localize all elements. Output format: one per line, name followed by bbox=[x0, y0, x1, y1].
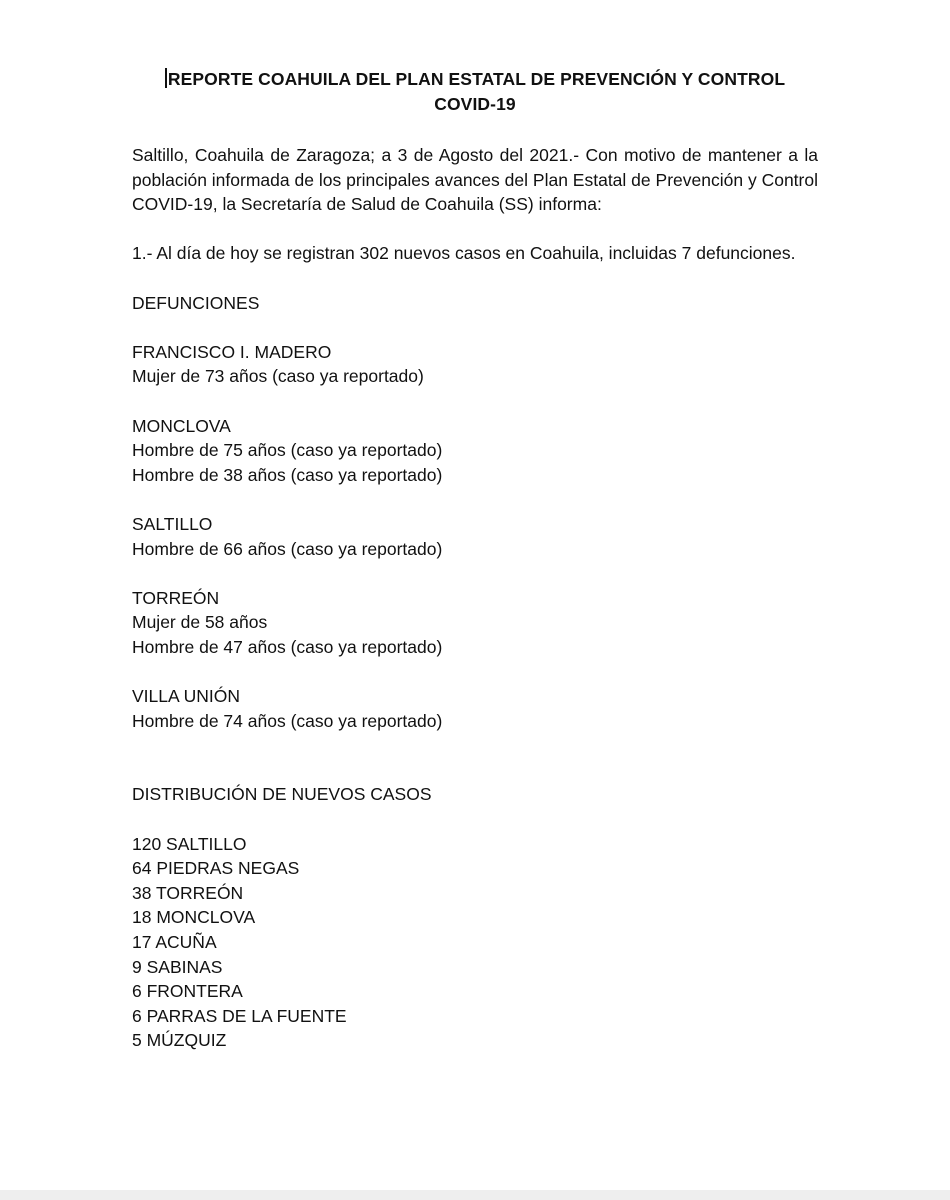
title-line-1-text: REPORTE COAHUILA DEL PLAN ESTATAL DE PREVENCIÓN Y CONTROL bbox=[167, 69, 786, 89]
title-line-2: COVID-19 bbox=[434, 94, 516, 114]
distribution-item: 6 FRONTERA bbox=[132, 981, 243, 1002]
title-line-1 bbox=[100, 67, 850, 92]
death-city: TORREÓN bbox=[132, 587, 220, 608]
death-case: Mujer de 73 años (caso ya reportado) bbox=[132, 366, 424, 387]
distribution-heading: DISTRIBUCIÓN DE NUEVOS CASOS bbox=[132, 784, 432, 805]
death-city: MONCLOVA bbox=[132, 415, 231, 436]
death-case: Hombre de 38 años (caso ya reportado) bbox=[132, 464, 443, 485]
distribution-item: 9 SABINAS bbox=[132, 956, 223, 977]
distribution-item: 64 PIEDRAS NEGAS bbox=[132, 858, 300, 879]
death-case: Hombre de 47 años (caso ya reportado) bbox=[132, 636, 443, 657]
death-city: SALTILLO bbox=[132, 513, 213, 534]
distribution-item: 5 MÚZQUIZ bbox=[132, 1030, 227, 1051]
death-case: Hombre de 75 años (caso ya reportado) bbox=[132, 440, 443, 461]
bottom-edge bbox=[0, 1190, 950, 1200]
intro-paragraph: Saltillo, Coahuila de Zaragoza; a 3 de Agosto del 2021.- Con motivo de mantener a la población informada de los principales avances del Plan Estatal de Prevención y Control COVID-19, la Secretaría de Salud de Coahuila (SS) informa: bbox=[132, 145, 818, 215]
death-case: Hombre de 66 años (caso ya reportado) bbox=[132, 538, 443, 559]
text-cursor bbox=[165, 68, 167, 88]
distribution-item: 38 TORREÓN bbox=[132, 882, 244, 903]
death-case: Hombre de 74 años (caso ya reportado) bbox=[132, 710, 443, 731]
death-city: VILLA UNIÓN bbox=[132, 686, 240, 707]
report-body bbox=[132, 143, 818, 1053]
distribution-item: 120 SALTILLO bbox=[132, 833, 247, 854]
deaths-heading: DEFUNCIONES bbox=[132, 292, 260, 313]
report-title bbox=[100, 67, 850, 117]
distribution-item: 6 PARRAS DE LA FUENTE bbox=[132, 1005, 347, 1026]
death-city: FRANCISCO I. MADERO bbox=[132, 341, 332, 362]
death-case: Mujer de 58 años bbox=[132, 612, 268, 633]
distribution-item: 18 MONCLOVA bbox=[132, 907, 256, 928]
point-1-paragraph: 1.- Al día de hoy se registran 302 nuevos casos en Coahuila, incluidas 7 defunciones. bbox=[132, 243, 796, 264]
distribution-item: 17 ACUÑA bbox=[132, 932, 217, 952]
